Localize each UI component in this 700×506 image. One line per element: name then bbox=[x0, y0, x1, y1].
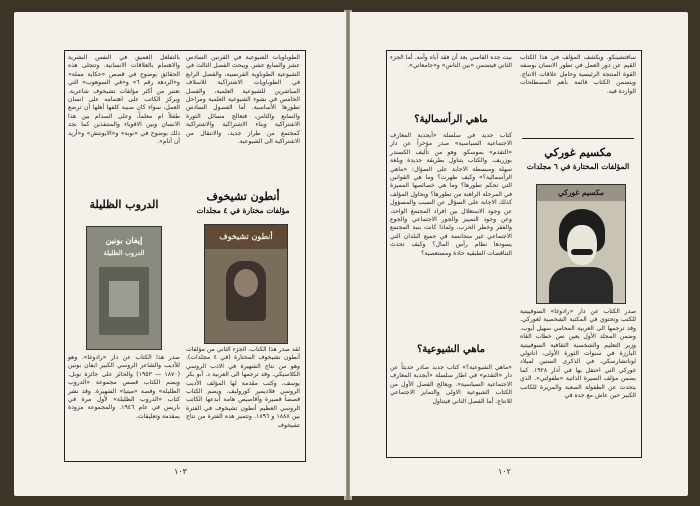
right-page-number: ١٠٢ bbox=[498, 467, 511, 476]
gorky-book-cover bbox=[536, 184, 626, 304]
communism-heading: ماهي الشيوعية؟ bbox=[416, 344, 486, 355]
gorky-portrait-coat bbox=[549, 267, 613, 303]
gorky-cover-title: مكسيم غوركي bbox=[558, 188, 604, 197]
chekhov-subtitle: مؤلفات مختارة في ٤ مجلدات bbox=[196, 206, 290, 215]
right-page-column-left-intro: بيت جده القاسي بعد أن فقد آباه وأمه. أما الجزء الثاني فيتضمن «بين الناس» و«جامعاتي». bbox=[390, 54, 512, 70]
road-cover-title: الدروب الظليلة bbox=[103, 249, 145, 257]
communism-text: «ماهي الشيوعية؟» كتاب جديد صادر حديثاً عن دار «التقدم» في اطار سلسلة «أبجدية المعارف الاجتماعية السياسية». ويعالج الفصل الأول من الكتاب الشيوعية الاولى والتمايز الاجتماعي للانتاج. أما الفصل الثاني فيتناول bbox=[390, 364, 512, 405]
left-page-column-right: الطوباويات الشيوعية في القرنين السادس عشر والسابع عشر. ويبحث الفصل الثالث في الشيوعية الطوباوية الفرنسية، والفصل الرابع في الطوباويات الاشتراكية للاسلاف المباشرين للشيوعية العلمية، والفصل الخامس في نشوء الشيوعية العلمية ومراحل تطورها الأساسية. أما الفصول السادس والسابع والثامن، فتعالج مسائل الثورة الاشتراكية وبناء الاشتراكية والاشتراكية كمجتمع من طراز جديد، والانتقال من الاشتراكية الى الشيوعية. bbox=[186, 54, 300, 146]
road-cover-author: إيفان بونين bbox=[105, 235, 143, 245]
gorky-portrait-mustache bbox=[571, 249, 593, 255]
capitalism-text: كتاب جديد في سلسلة «أبجدية المعارف الاجتماعية السياسية» صدر مؤخراً عن دار «التقدم» بموسكو. وهو من تأليف الكسندر بوزريف. والكتاب يتناول بطريقة جديدة وبلغة سهلة ومبسطة الاجابة على السؤال: «ماهي الرأسمالية؟» وكيف ظهرت؟ وما هي القوانين التي تحكم تطورها؟ وما هي خصائصها المميزة في المرحلة الراهنة من تطورها؟ ويحاول المؤلف كذلك الاجابة على السؤال عن السبب والمسؤول عن وجود الاستغلال بين افراد المجتمع الواحد، وعن وجود التمييز والجور الاجتماعي والجوع والفقر وخطر الحرب، ولماذا كانت بنية المجتمع الاجتماعي غير متجانسة في جميع البلدان التي يسودها نظام رأس المال؟ وكيف تحدث التناقضات الطبقية حادة ومستعصية؟ bbox=[390, 132, 512, 257]
chekhov-book-cover bbox=[204, 224, 288, 344]
gorky-portrait-face bbox=[567, 225, 597, 265]
gorky-title: مكسيم غوركي bbox=[544, 146, 612, 159]
road-title: الدروب الظليلة bbox=[89, 198, 159, 211]
chekhov-title: أنطون تشيخوف bbox=[206, 190, 280, 203]
gorky-divider-top bbox=[522, 138, 634, 139]
left-page bbox=[14, 12, 346, 496]
chekhov-caption: لقد صدر هذا الكتاب، الجزء الثاني من مؤلفات أنطون تشيخوف المختارة (في ٤ مجلدات). وهو من نتاج الشهيرة في الادب الروسي الكلاسيكي. وقد ترجمها الى العربية د. أبو بكر يوسف، وكتب مقدمة لها المؤلف الأديب الروسي فلاديمير كوروليف. ويضم الكتاب قصصاً قصيرة وأقاصيص هامة أبدعها الكاتب الروسي العظيم أنطون تشيخوف في الفترة بين ١٨٨٨ و ١٨٩٦. وتتميز هذه الفترة من نتاج تشيخوف bbox=[185, 346, 300, 429]
gorky-subtitle: المؤلفات المختارة في ٦ مجلدات bbox=[526, 162, 630, 171]
capitalism-heading: ماهي الرأسمالية؟ bbox=[414, 114, 488, 125]
gorky-caption: صدر الكتاب عن دار «رادوغا» السوفييتية للكتب وتحتوي في المكتبة الشخصية لغوركي. وقد ترجمها الى العربية المحامي سهيل أيوب. وضمن المجلد الأول يعين نص خطاب القاه وزير التعليم والشخصية الثقافية السوفييتية البارزة في سنوات الثورة الأولى، اناتولي لوناتشارسكي، في الذكرى الستين لميلاد غوركي التي احتفل بها في آذار ١٩٢٨. كما يضمن مؤلف السيرة الذاتية «طفولتي». الذي يتحدث عن الطفولة الصعبة والمريرة للكاتب الكبير حين عاش مع جده في bbox=[520, 308, 636, 400]
right-page-column-right-intro: سافتشينكو. ويكشف المؤلف في هذا الكتاب القيم عن دور العمل في تطور الانسان بوصفه القوة المنتجة الرئيسية وحامل علاقات الانتاج. ويتضمن الكتاب قائمة بأهم المصطلحات الواردة فيه. bbox=[520, 54, 636, 95]
chekhov-cover-title: أنطون تشيخوف bbox=[219, 231, 273, 241]
road-caption: صدر هذا الكتاب عن دار «رادوغا». وهو للأديب والشاعر الروسي الكبير ايفان بونين (١٨٧٠ — ١٩٥٣) والحائز على جائزة نوبل. ويضم الكتاب قصص مجموعة «الدروب الظليلة» وقصة «ميتيا» الشهيرة. وقد نشر كتاب «الدروب الظليلة» لأول مرة في باريس في عام ١٩٤٦. والمجموعة مزودة بمقدمة وتعليقات. bbox=[68, 354, 181, 420]
left-page-number: ١٠٣ bbox=[174, 467, 187, 476]
road-book-cover bbox=[86, 226, 162, 350]
right-page bbox=[350, 12, 688, 496]
left-page-column-left: بالتفلغل العميق في النفس البشرية والاهتمام بالعلاقات الانسانية. وتتجلى هذه الحقائق بوضوح في قصص «حكاية مملة» و«الردهة رقم ٦» و«في السوهوب» التي تعتبر من أكثر مؤلفات تشيخوف شاعرية. ويركز الكاتب على اهتمامه على انسان العمل، سواء كان صبية كلفها أهلها أن ترضع طفلاً ام معلماً، وعلى الصدام بين هذا الانسان وبين الاقوياء والمتنفذين كما نجد ذلك بوضوح في «نوبة» و«الايونتش» و«أريد أن أنام». bbox=[68, 54, 180, 146]
